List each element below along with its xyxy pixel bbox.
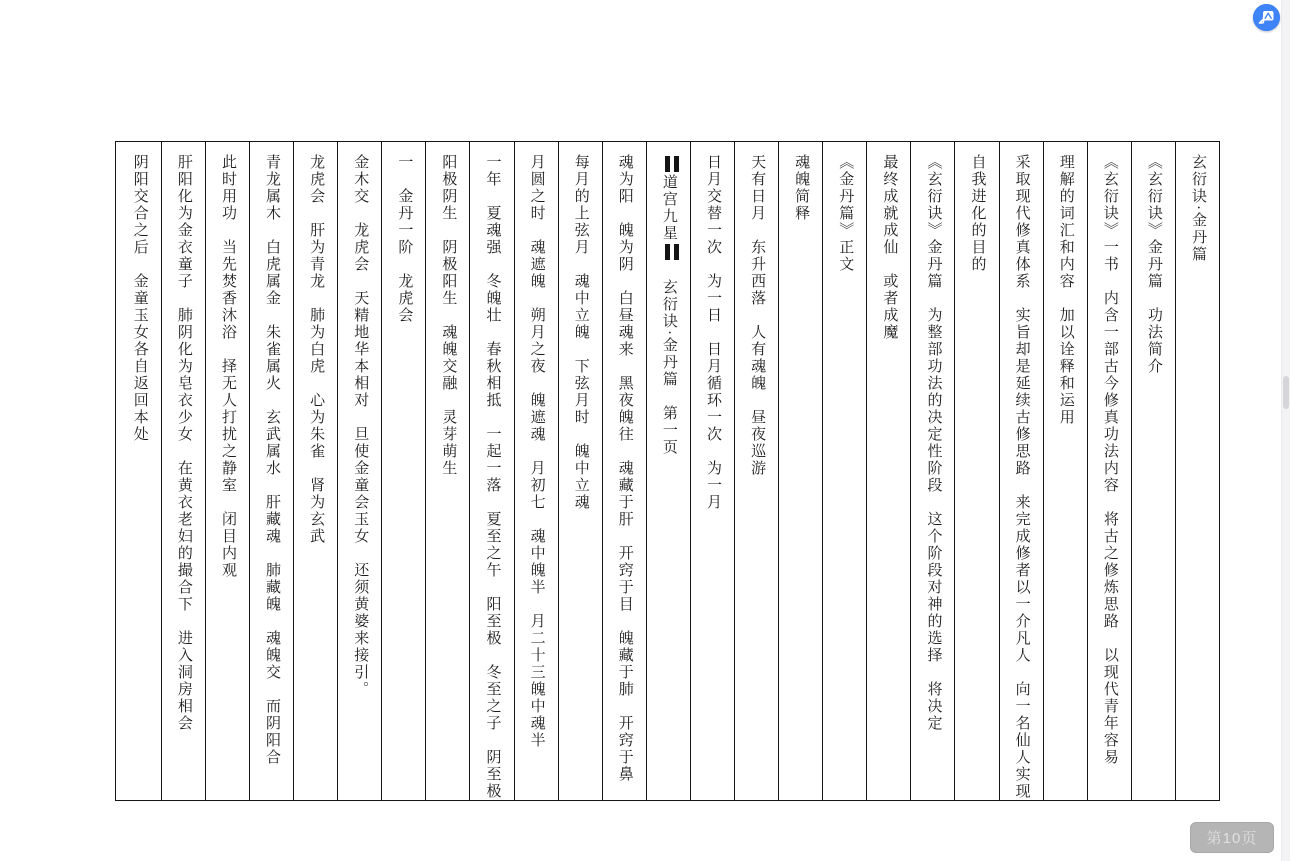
- text-segment: 《玄衍诀》金丹篇 功法简介: [1145, 154, 1162, 375]
- scrollbar-track[interactable]: [1281, 0, 1290, 861]
- text-column: [1175, 142, 1219, 800]
- text-column: [205, 142, 249, 800]
- text-column: [866, 142, 910, 800]
- text-segment: 采取现代修真体系 实旨却是延续古修思路 来完成修者以一介凡人 向一名仙人实现: [1013, 154, 1030, 800]
- text-column: [690, 142, 734, 800]
- text-segment: 月圆之时 魂遮魄 朔月之夜 魄遮魂 月初七 魂中魄半 月二十三魄中魂半: [528, 154, 545, 749]
- text-segment: 《金丹篇》正文: [837, 154, 854, 273]
- text-column: [954, 142, 998, 800]
- text-segment: 肝阳化为金衣童子 肺阴化为皂衣少女 在黄衣老妇的撮合下 进入洞房相会: [175, 154, 192, 732]
- text-segment: 玄衍诀·金丹篇 第一页: [660, 262, 677, 456]
- text-segment: 最终成就成仙 或者成魔: [881, 154, 898, 341]
- text-column: [337, 142, 381, 800]
- page-badge[interactable]: [1190, 822, 1274, 853]
- text-column: [425, 142, 469, 800]
- text-segment: 阳极阴生 阴极阳生 魂魄交融 灵芽萌生: [440, 154, 457, 477]
- text-segment: 魂为阳 魄为阴 白昼魂来 黑夜魄往 魂藏于肝 开窍于目 魄藏于肺 开窍于鼻: [616, 154, 633, 783]
- text-column: [469, 142, 513, 800]
- text-segment: 《玄衍诀》一书 内含一部古今修真功法内容 将古之修炼思路 以现代青年容易: [1101, 154, 1118, 766]
- text-column: [161, 142, 205, 800]
- translate-button[interactable]: [1253, 4, 1280, 31]
- text-segment: 此时用功 当先焚香沐浴 择无人打扰之静室 闭目内观: [219, 154, 236, 579]
- text-segment: 道宫九星: [660, 174, 677, 242]
- text-column: [293, 142, 337, 800]
- text-column: [734, 142, 778, 800]
- text-segment: 金木交 龙虎会 天精地华本相对 旦使金童会玉女 还须黄婆来接引。: [352, 154, 369, 698]
- scrollbar-thumb[interactable]: [1283, 376, 1289, 409]
- text-column: [514, 142, 558, 800]
- text-segment: 每月的上弦月 魂中立魄 下弦月时 魄中立魂: [572, 154, 589, 511]
- text-column: [558, 142, 602, 800]
- double-bar-icon: [665, 244, 679, 260]
- text-segment: 一 金丹一阶 龙虎会: [396, 154, 413, 324]
- text-column: [778, 142, 822, 800]
- text-segment: 青龙属木 白虎属金 朱雀属火 玄武属水 肝藏魂 肺藏魄 魂魄交 而阴阳合: [264, 154, 281, 766]
- text-column: [117, 142, 161, 800]
- text-column: [910, 142, 954, 800]
- translate-icon: [1253, 4, 1280, 31]
- text-column: [1087, 142, 1131, 800]
- page-badge-label: 第10页: [1206, 830, 1258, 847]
- text-segment: 一年 夏魂强 冬魄壮 春秋相抵 一起一落 夏至之午 阳至极 冬至之子 阴至极: [484, 154, 501, 800]
- text-column: [646, 142, 690, 800]
- text-column: [602, 142, 646, 800]
- text-segment: 《玄衍诀》金丹篇 为整部功法的决定性阶段 这个阶段对神的选择 将决定: [925, 154, 942, 732]
- double-bar-icon: [665, 156, 679, 172]
- text-column: [1131, 142, 1175, 800]
- text-segment: 天有日月 东升西落 人有魂魄 昼夜巡游: [749, 154, 766, 477]
- text-segment: 日月交替一次 为一日 日月循环一次 为一月: [704, 154, 721, 511]
- text-segment: 龙虎会 肝为青龙 肺为白虎 心为朱雀 肾为玄武: [308, 154, 325, 545]
- document-page: [115, 141, 1220, 801]
- text-segment: 玄衍诀·金丹篇: [1190, 154, 1206, 263]
- text-segment: 理解的词汇和内容 加以诠释和运用: [1057, 154, 1074, 426]
- text-segment: 阴阳交合之后 金童玉女各自返回本处: [131, 154, 148, 443]
- text-segment: 魂魄简释: [793, 154, 810, 222]
- text-column: [822, 142, 866, 800]
- text-column: [1043, 142, 1087, 800]
- text-segment: 自我进化的目的: [969, 154, 986, 273]
- text-column: [999, 142, 1043, 800]
- text-column: [249, 142, 293, 800]
- text-column: [381, 142, 425, 800]
